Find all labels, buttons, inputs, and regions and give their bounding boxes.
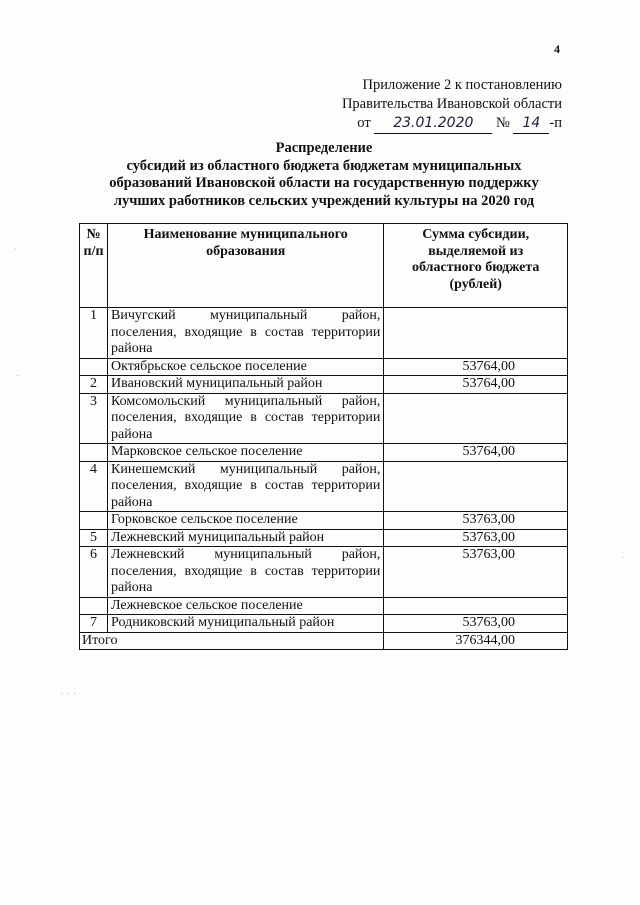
number-label: № xyxy=(495,115,510,131)
cell-sum: 53764,00 xyxy=(384,358,568,376)
cell-sum: 53763,00 xyxy=(384,529,568,547)
scan-speck: · xyxy=(622,552,626,564)
cell-name: Лежневский муниципальный район xyxy=(108,529,384,547)
table-row xyxy=(80,597,568,615)
handwritten-date: 23.01.2020 xyxy=(374,114,492,134)
cell-num xyxy=(80,512,108,530)
cell-sum xyxy=(384,461,568,512)
cell-name: Лежневское сельское поселение xyxy=(108,597,384,615)
total-value: 376344,00 xyxy=(384,632,568,650)
cell-num: 2 xyxy=(80,376,108,394)
cell-name: Родниковский муниципальный район xyxy=(108,615,384,633)
table-row xyxy=(80,308,568,359)
cell-num xyxy=(80,597,108,615)
table-row xyxy=(80,512,568,530)
cell-num: 4 xyxy=(80,461,108,512)
table-row xyxy=(80,376,568,394)
cell-num: 1 xyxy=(80,308,108,359)
cell-num xyxy=(80,444,108,462)
cell-name: Ивановский муниципальный район xyxy=(108,376,384,394)
title-line-3: образований Ивановской области на государственную поддержку xyxy=(109,175,539,191)
cell-name: Марковское сельское поселение xyxy=(108,444,384,462)
page-number: 4 xyxy=(554,42,560,56)
document-title xyxy=(80,140,568,210)
scan-speck: · · · xyxy=(60,688,77,700)
header-num: № п/п xyxy=(80,224,108,308)
header-sum: Сумма субсидии, выделяемой из областного бюджета (рублей) xyxy=(384,224,568,308)
cell-name: Вичугский муниципальный район, поселения, входящие в состав территории района xyxy=(108,308,384,359)
cell-num: 3 xyxy=(80,393,108,444)
cell-sum: 53763,00 xyxy=(384,512,568,530)
total-label: Итого xyxy=(80,632,384,650)
cell-sum: 53763,00 xyxy=(384,547,568,598)
cell-num: 5 xyxy=(80,529,108,547)
cell-num: 6 xyxy=(80,547,108,598)
number-suffix: -п xyxy=(549,115,562,131)
table-row xyxy=(80,547,568,598)
appendix-line-3 xyxy=(342,114,562,134)
table-row xyxy=(80,358,568,376)
table-row xyxy=(80,461,568,512)
table-total-row xyxy=(80,632,568,650)
cell-sum: 53764,00 xyxy=(384,376,568,394)
cell-num xyxy=(80,358,108,376)
table-header-row xyxy=(80,224,568,308)
title-line-4: лучших работников сельских учреждений культуры на 2020 год xyxy=(113,192,535,209)
cell-name: Кинешемский муниципальный район, поселения, входящие в состав территории района xyxy=(108,461,384,512)
title-line-1: Распределение xyxy=(275,140,373,156)
cell-name: Горковское сельское поселение xyxy=(108,512,384,530)
appendix-line-1: Приложение 2 к постановлению xyxy=(362,77,562,93)
title-line-2: субсидий из областного бюджета бюджетам муниципальных xyxy=(126,157,522,174)
table-row xyxy=(80,529,568,547)
cell-num: 7 xyxy=(80,615,108,633)
cell-sum: 53763,00 xyxy=(384,615,568,633)
handwritten-number: 14 xyxy=(513,114,549,134)
table-row xyxy=(80,615,568,633)
header-name: Наименование муниципального образования xyxy=(108,224,384,308)
table-row xyxy=(80,444,568,462)
scan-speck: · xyxy=(16,370,20,382)
cell-name: Октябрьское сельское поселение xyxy=(108,358,384,376)
table-row xyxy=(80,393,568,444)
scan-speck: · xyxy=(14,243,18,255)
cell-sum: 53764,00 xyxy=(384,444,568,462)
subsidy-table xyxy=(79,223,568,650)
cell-name: Комсомольский муниципальный район, поселения, входящие в состав территории района xyxy=(108,393,384,444)
cell-sum xyxy=(384,393,568,444)
from-label: от xyxy=(357,115,371,131)
appendix-header xyxy=(342,76,562,134)
cell-name: Лежневский муниципальный район, поселения, входящие в состав территории района xyxy=(108,547,384,598)
cell-sum xyxy=(384,308,568,359)
appendix-line-2: Правительства Ивановской области xyxy=(341,96,562,112)
cell-sum xyxy=(384,597,568,615)
